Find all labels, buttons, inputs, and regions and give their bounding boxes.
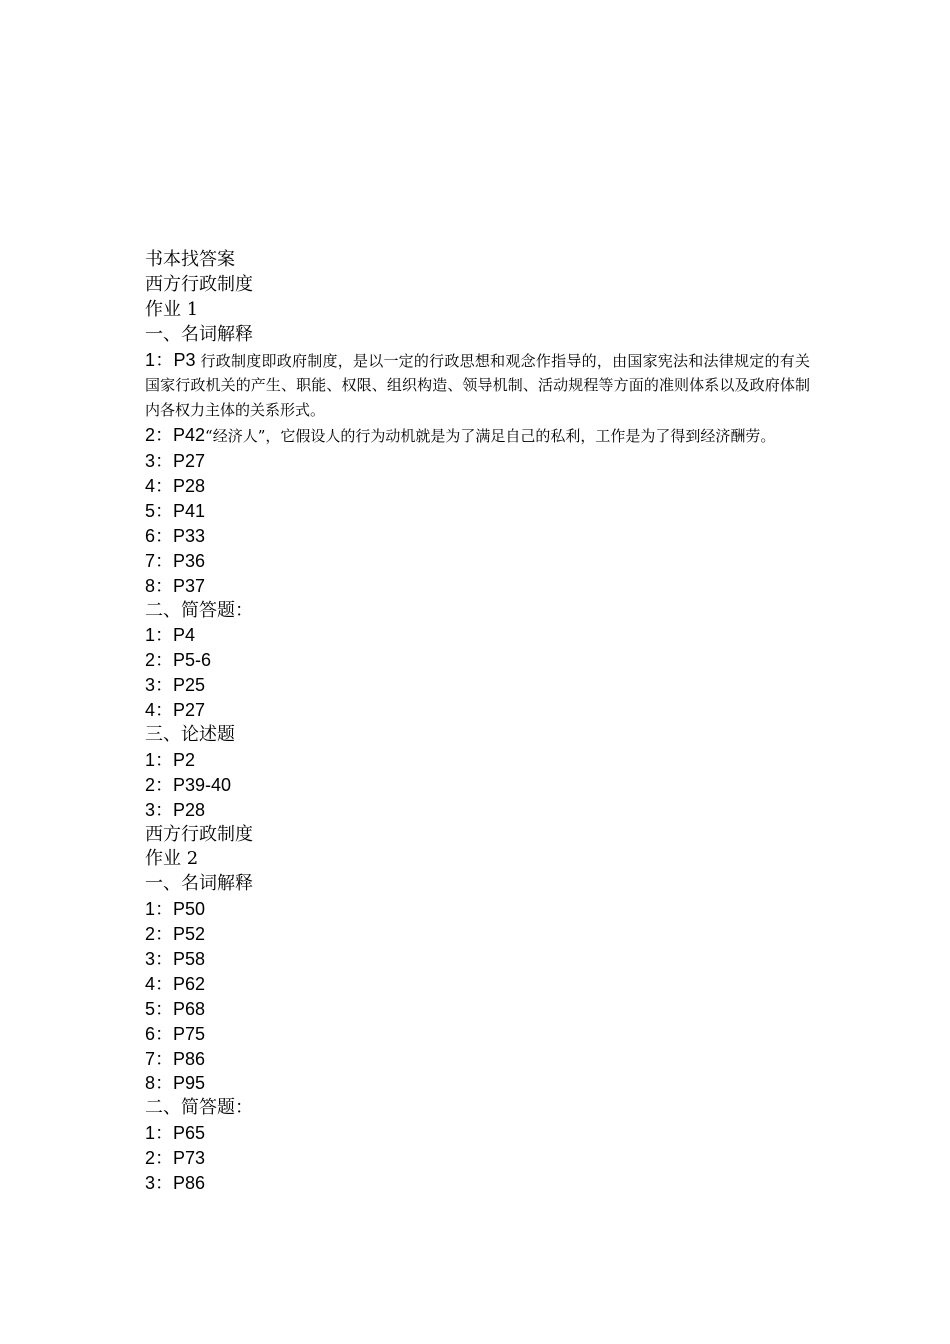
section-heading: 一、名词解释: [145, 873, 253, 895]
answer-reference: 3：P28: [145, 799, 206, 820]
definition-text: “经济人”，它假设人的行为动机就是为了满足自己的私利，工作是为了得到经济酬劳。: [205, 427, 776, 446]
section-heading: 二、简答题：: [145, 599, 253, 621]
answer-reference: 1：P4: [145, 625, 196, 646]
definition-paragraph: [145, 423, 810, 449]
answer-reference: 4：P28: [145, 476, 206, 497]
answer-reference: 3：P27: [145, 451, 206, 472]
answer-reference: 8：P37: [145, 575, 206, 596]
definition-text: 行政制度即政府制度，是以一定的行政思想和观念作指导的，由国家宪法和法律规定的有关国家行政机关的产生、职能、权限、组织构造、领导机制、活动规程等方面的准则体系以及政府体制内各权力主体的关系形式。: [145, 351, 810, 420]
answer-reference: 8：P95: [145, 1073, 206, 1094]
answer-reference: 3：P58: [145, 949, 206, 969]
answer-reference: 2：P5-6: [145, 650, 212, 671]
answer-reference: 1：P3: [145, 349, 196, 370]
answer-reference: 5：P68: [145, 998, 206, 1019]
answer-reference: 6：P33: [145, 525, 206, 546]
section-heading: 三、论述题: [145, 723, 235, 745]
answer-reference: 3：P86: [145, 1173, 206, 1194]
answer-reference: 2：P39-40: [145, 774, 232, 795]
answer-reference: 7：P86: [145, 1048, 206, 1069]
answer-reference: 4：P27: [145, 700, 206, 721]
answer-reference: 4：P62: [145, 973, 206, 994]
answer-reference: 1：P65: [145, 1123, 206, 1144]
section-heading: 一、名词解释: [145, 323, 253, 345]
answer-reference: 7：P36: [145, 550, 206, 571]
answer-reference: 1：P50: [145, 899, 206, 920]
answer-reference: 5：P41: [145, 500, 206, 521]
section-heading: 二、简答题：: [145, 1097, 253, 1119]
definition-paragraph: [145, 348, 810, 424]
answer-reference: 3：P25: [145, 675, 206, 696]
answer-reference: 2：P52: [145, 924, 206, 945]
section-heading: 书本找答案: [145, 249, 235, 270]
document-page: [145, 248, 810, 1196]
section-heading: 西方行政制度: [145, 273, 253, 295]
section-heading: 作业 1: [145, 298, 199, 320]
section-heading: 西方行政制度: [145, 823, 253, 845]
answer-reference: 2：P42: [145, 425, 206, 446]
answer-reference: 1：P2: [145, 749, 196, 770]
answer-reference: 2：P73: [145, 1148, 206, 1169]
section-heading: 作业 2: [145, 848, 199, 870]
answer-reference: 6：P75: [145, 1023, 206, 1044]
